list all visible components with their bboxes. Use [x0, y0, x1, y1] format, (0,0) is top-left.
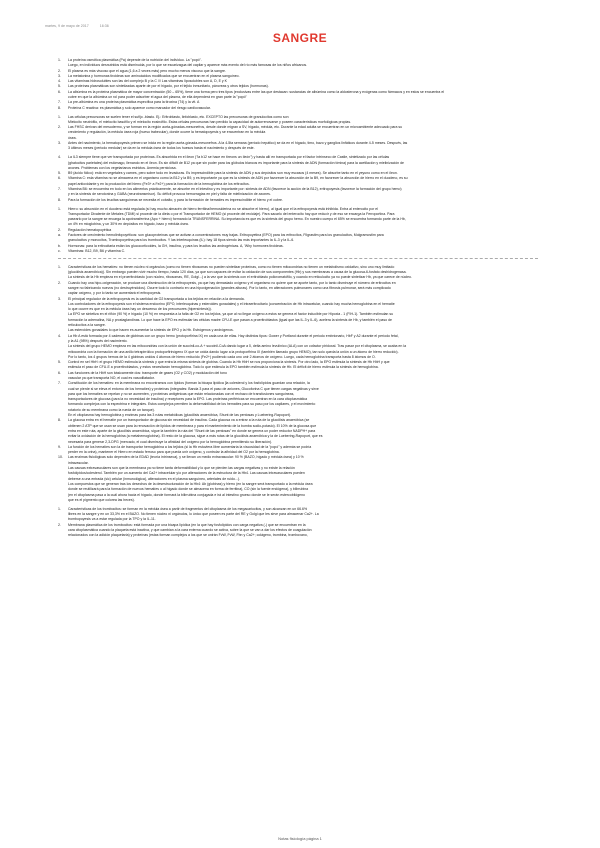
item-text: libres en la sangre y en un 33,3% en el BAZO. No tienen núcleo ni orgánulos, lo único que poseen es parte del RE y Golgi que les sirve para almacenar Ca2+. La	[68, 512, 319, 517]
item-text: La síntesis de la Hb empieza en el proeritroblasto (con núcleo, ribosomas, RE, Golgi...) a la vez que la síntesis con el eritroblasto policromatófilo, y cuando en reticulocito ya no puede sintetizar Hb, ya que carece de núcleo.	[68, 275, 412, 280]
notes-item	[58, 182, 558, 186]
item-number: 8.	[58, 105, 61, 110]
notes-item	[58, 312, 558, 316]
notes-item	[58, 408, 558, 412]
item-text: granulocitos y monocitos, Trombopoyetina para los trombocitos. Y las interleuquinas (IL): hay 18 tipos siendo las más importantes la IL-3 y la IL-6.	[68, 238, 295, 243]
item-number: 1.	[58, 206, 61, 211]
notes-item	[58, 434, 558, 438]
notes-item	[58, 217, 558, 221]
notes-item	[58, 507, 558, 511]
notes-section	[58, 265, 558, 502]
item-text: Vitaminas: B12, B9, B6 y vitamina C.	[68, 248, 126, 253]
item-text: Características de los trombocitos: se forman en la médula ósea a partir de fragmentos del citoplasma de los megacariocitos, y son alcanzan en un 66.6%	[68, 506, 308, 511]
notes-item	[58, 192, 558, 196]
notes-item	[58, 233, 558, 237]
notes-item	[58, 402, 558, 406]
notes-item	[58, 360, 558, 364]
item-text: La Hb A está formada por 4 cadenas de globinas con un grupo hemo (protoporfirina IX) en cada una de ellas. Hay distintos tipos: Gower y Portland durante el periodo embrionario, HbF y A2 durante el período fetal,	[68, 333, 399, 338]
item-number: 1.	[58, 506, 61, 511]
item-text: Factores de crecimiento hemolinfopoyéticos: son glucoproteínas que se activan a concentraciones muy bajas. Eritropoyetina (EPO) para los eritrocitos, Filgrastim para los granulocitos, Molgramostim para	[68, 232, 384, 237]
page-title: SANGRE	[272, 31, 328, 45]
notes-item	[58, 222, 558, 226]
item-text: Por lo tanto, los 4 grupos hemos de la 4 globinas unidos 4 átomos de hierro reducido (Fe2+) pudiendo cada uno unir 2 átomos de oxígeno. Luego, cada hemoglobina transporta hasta 8 átomos de O.	[68, 354, 376, 359]
item-text: y la A1 (98%) después del nacimiento.	[68, 338, 128, 343]
notes-section	[58, 507, 558, 538]
item-number: 5.	[58, 84, 61, 89]
item-text: La IL3 siempre tiene que ver transportada por proteínas. Es absorbida en el íleon ("la b12 se hace en tíreons un íleón") y hasta allí en transportada por el factor intrínseco de Castle, sintetizado por las células	[68, 155, 390, 160]
notes-item	[58, 344, 558, 348]
item-text: trombopoyesis va a estar regulada por la TPO y la IL-11.	[68, 517, 156, 522]
item-text: relacionados con la adición plaquetaria) y proteínas (estas forman complejos a los que se unirán FvW, FvW, Fbn y Ca2+; colágeno, trombina, tromboxano,	[68, 533, 308, 538]
notes-item	[58, 323, 558, 327]
item-text: Las causas extravasculares son que la membrana ya no tiene tanta deformabilidad y lo que se pierden las cargas negativas y no existe la relación	[68, 466, 295, 471]
item-number: 4.	[58, 79, 61, 84]
notes-section	[58, 155, 558, 202]
item-text: El principal regulador de la eritropoyesis es la cantidad de O2 transportada a los tejidos en relación a la demanda.	[68, 296, 245, 301]
item-number: 2.	[58, 227, 61, 232]
notes-item	[58, 307, 558, 311]
notes-item	[58, 69, 558, 73]
notes-content	[58, 58, 558, 542]
notes-item	[58, 176, 558, 180]
item-text: fosfolípidos/colesterol. También por un aumento del Ca2+ intracelular y/o por alteraciones de la estructura de la Hb4. Las causas intravasculares pueden	[68, 471, 305, 476]
item-text: ósea.	[68, 135, 77, 140]
item-text: (glucólisis anaeróbica)). Sin embargo pueden vivir mucho tiempo, hasta 120 días, ya que son capaces de evitar la oxidación de sus componentes (Hb) y sus membranas a causa de la glucosa-6-fosfato deshidrogenasa.	[68, 270, 407, 275]
notes-item	[58, 187, 558, 191]
notes-item	[58, 90, 558, 94]
item-text: Las células precursoras se suelen tener el sufijo -blasto. Ej.: Eritroblasto, linfoblasto, etc. EXCEPTO las precursoras de granulocitos como son	[68, 114, 289, 119]
item-text: Características de los hematíes: no tienen núcleo ni orgánulos (como no tienen ribosomas no pueden sintetizar proteínas, como no tienen mitocondrias no tienen un metabolismo oxidativo, sino uno muy limitado	[68, 264, 395, 269]
notes-item	[58, 249, 558, 253]
notes-item	[58, 339, 558, 343]
page-time: 16:36	[99, 24, 109, 28]
notes-section	[58, 207, 558, 254]
notes-item	[58, 487, 558, 491]
item-text: axones. Problemas con los vegetarianos estrictos. Anemia perniciosa.	[68, 165, 177, 170]
notes-item	[58, 74, 558, 78]
item-number: 10.	[58, 455, 63, 460]
notes-item	[58, 392, 558, 396]
item-text: Regulación hematopoyética	[68, 227, 112, 232]
item-number: 7.	[58, 381, 61, 386]
item-number: 5.	[58, 171, 61, 176]
item-number: 4.	[58, 333, 61, 338]
notes-item	[58, 533, 558, 537]
notes-item	[58, 302, 558, 306]
item-text: transportadores de glucosa (para la no necesidad de insulina) y receptores para la EPO. Las proteínas periféricas se encuentran en la cara citoplasmática	[68, 397, 308, 402]
notes-item	[58, 198, 558, 202]
notes-item	[58, 350, 558, 354]
item-text: que es el pigmento que colorea las heces).	[68, 497, 135, 502]
item-text: B9 (ácido fólico): está en vegetales y carnes, pero sobre todo en levaduras. Es imprescindible para la síntesis de ADN y sus depósitos son muy escasos (4 meses). Se absorbe tanto en el yeyuno como en el íleon.	[68, 171, 398, 176]
item-text: pasearlo por la sangre se encarga la apotransferrina (Apo + hierro) formando la TRANSFERRINA. Su importancia es que es la síntesis del grupo hemo. En nuestro cuerpo el 65% se encuentra formando parte de la Hb,	[68, 217, 406, 222]
item-text: cara citoplasmática cuando la plaqueta está inactiva, y que cambian a la cara externa cuando se activa, sobre la que se van a dar los efectos de coagulación	[68, 527, 312, 532]
item-number: 3.	[58, 73, 61, 78]
notes-item	[58, 58, 558, 62]
item-text: obtienen 2 ATP que se usan se usan para la renovación de lípidos de membrana y para el mantenimiento de la bomba sodio-potasio). El 10% de la glucosa que	[68, 423, 317, 428]
item-text: Las proteínas plasmáticas son sintetizadas aparte de por el hígado, por el tejido inmunitario, páncreas y otros tejidos (hormonas).	[68, 84, 269, 89]
notes-item	[58, 365, 558, 369]
item-text: formando complejos con la espectrina e integrales. Estos complejos permiten la deformabilidad de los hematíes para su paso por los capilares, y el movimiento	[68, 402, 316, 407]
item-text: papel antioxidante y en la producción del hierro (Fe3+ a Fe2+) para la formación de la hemoglobina de los eritrocitos.	[68, 181, 250, 186]
item-text: cubre en que la albúmina un rol para poder adsorber el agua del plasma, de ella dependerá en gran parte la "popó"	[68, 95, 247, 100]
notes-item	[58, 461, 558, 465]
notes-item	[58, 130, 558, 134]
page-meta	[45, 24, 119, 28]
item-text: lo que ocurre es que en la médula ósea hay un descenso de los precursores (hipersíntesis)).	[68, 307, 212, 312]
notes-item	[58, 275, 558, 279]
notes-item	[58, 517, 558, 521]
notes-item	[58, 161, 558, 165]
page-date: martes, 9 de mayo de 2017	[45, 24, 89, 28]
item-text: rotatorio de su membrana como la rueda de un tanque).	[68, 407, 155, 412]
item-text: Las vitaminas hidrosolubles son las del complejo B y la C /// Las vitaminas liposolubles son A, D, E y K	[68, 79, 227, 84]
notes-item	[58, 79, 558, 83]
item-text: reticulocitos a la sangre.	[68, 323, 106, 328]
item-text: (en el citoplasma pasa a la cuál ahora hacia el hígado, donde formará la bilirrubina conjugada e irá al intestino grueso donde se le serán estercobilógeno	[68, 492, 305, 497]
notes-item	[58, 318, 558, 322]
notes-item	[58, 445, 558, 449]
item-text: Transportador Divalente de Metales (TDMI) si procede de la dieta o por el Transportador de HEMO (si procede del reciclaje). Para sacarlo del enterocito hay que reducir y de eso se encarga la Ferroportina. Para	[68, 211, 395, 216]
item-text: En el citoplasma hay hemoglobina y enzimas para las 3 rutas metabólicas (glucólisis anaeróbica, Shunt de las pentosas y Luebering-Rapoport).	[68, 413, 291, 418]
item-text: La metatonina y hormonas tiroideas son aminoácidos modificados que se encuentran en el plasma sanguíneo.	[68, 73, 240, 78]
item-text: 3 últimos meses (periodo medular) se da en la médula ósea de todos los huesos hasta el nacimiento y después de este.	[68, 146, 255, 151]
item-text: deberse a una entrada (sic) celular (inmunológica), alteraciones en el plasma sanguíneo, arteriales de ruido...).	[68, 476, 240, 481]
item-number: a.	[58, 232, 61, 237]
notes-item	[58, 270, 558, 274]
item-number: 3.	[58, 141, 61, 146]
notes-item	[58, 471, 558, 475]
item-number: 4.	[58, 155, 61, 160]
notes-item	[58, 466, 558, 470]
notes-item	[58, 334, 558, 338]
notes-item	[58, 455, 558, 459]
notes-item	[58, 244, 558, 248]
notes-item	[58, 120, 558, 124]
notes-item	[58, 381, 558, 385]
notes-item	[58, 413, 558, 417]
item-text: La función de los hematíes son la de transportar hemoglobina a los tejidos (si la Hb estuviera libre aumentaría la viscosidad de la "popó" y además se podría	[68, 444, 312, 449]
notes-item	[58, 477, 558, 481]
item-number: 2.	[58, 68, 61, 73]
item-number: 2.	[58, 125, 61, 130]
item-text: donde se reutilizará para la formación de nuevos hematíes o al hígado donde se almacena en forma de ferritina), CO (sin la fuente endógena), y bilirrubina	[68, 487, 309, 492]
item-text: Los controladores de la eritropoyesis son el sistema endocrino (EPO, interleuquinas y esteroides gonadales) y el intraeritrocitario (concentración de Hb intracelular, cuando hay mucha hemoglobina en el hematíe	[68, 301, 395, 306]
item-text: La síntesis del grupo HEMO empieza en las mitocondrias con la unión de succinil-co-A + succinil-CoA dando lugar a δ, delta amino levulínico (ALA) con un cofactor piridoxal. Tras pasar por el citoplasma, se acaba en la	[68, 344, 407, 349]
item-text: Las enzimas fisiológicas solo dependen de la EDAD (teoría intrínseca), y se llevan un medio extravascular: 90 % (BAZO, hígado y médula ósea) y 10 %	[68, 455, 304, 460]
notes-item	[58, 493, 558, 497]
notes-item	[58, 212, 558, 216]
item-text: Hormonas: para la eritrocitaria están los glucocorticoides, la GH, insulina, y para los leucitos las androgénicas. A, 'Why hormones tiroideas.	[68, 243, 284, 248]
notes-item	[58, 281, 558, 285]
item-text: Antes del nacimiento, la hematopoyesis primero se inicia en la región aorta-gónada-mesonefros. A la 4-5ta semana (periodo hepático) se da en el hígado, timo, bazo y ganglios linfáticos durante 4-5 meses. Después, las	[68, 141, 408, 146]
notes-item	[58, 397, 558, 401]
notes-item	[58, 155, 558, 159]
item-text: Membrana plasmática de los trombocitos: está formada por una bicapa lipídica (en la que hay fosfolípidos con carga negativa (-) que se encuentran en la	[68, 522, 306, 527]
notes-item	[58, 63, 558, 67]
item-text: La EPO se sintetiza en el riñón (90 %) e hígado (10 %) en respuesta a la falta de O2 en los tejidos, ya que al no llegar oxígeno a estos se genera el factor inducible por Hipoxia - 1 (FIH-1). También estimulan su	[68, 312, 394, 317]
notes-section	[58, 115, 558, 151]
notes-item	[58, 440, 558, 444]
notes-item	[58, 207, 558, 211]
notes-item	[58, 125, 558, 129]
item-text: y en la síntesis de serotonina y GABA (neurotransmisor). Su déficit provoca hemorragias en piel y falta de mielinización de axones.	[68, 192, 271, 197]
item-text: Las esteroides gonadales lo que hacen es aumentar la síntesis de EPO y la Hb. Estrógenos y andrógenos.	[68, 328, 234, 333]
item-text: vascular ya que transporta NO, el cual es vasodilatador.	[68, 376, 155, 380]
item-text: Proteína C reactiva: es plasmática y solo aparece como marcador del riesgo cardiovascular.	[68, 105, 211, 110]
item-text: Los compuestos que se generan tras los desechos de la desestructuración de la Hb4: Ab (globinas) y hierro (en la sangre será transportado a la médula ósea	[68, 481, 313, 486]
notes-item	[58, 286, 558, 290]
item-number: 5.	[58, 360, 61, 365]
item-text: Para la formación de los leucitas sanguíneas se necesita el cobalto, y para la formación de hematíes es imprescindible el hierro y el cobre.	[68, 197, 283, 202]
item-text: Mielocito neutrófilo, el mielocito basófilo y el mielocito eosinófilo. Estas células precursoras han perdido la capacidad de autorrenovarse y poseen características morfológicas propias.	[68, 119, 352, 124]
item-text: intravascular.	[68, 460, 89, 465]
item-number: 1.	[58, 264, 61, 269]
notes-item	[58, 291, 558, 295]
item-text: La proteína osmótica plasmática (Pa) depende de la nutrición del individuo. La "popó".	[68, 58, 202, 62]
item-text: Control en sel HbH: el grupo HEMO estimula la síntesis y que entra la misma síntesis de globina. Cuando la Hb HbH se nos proporciona la síntesis. Por otro lado, la EPO estimula la síntesis de Hb HbH y que	[68, 360, 390, 365]
item-number: 7.	[58, 100, 61, 105]
notes-item	[58, 106, 558, 110]
item-number: c.	[58, 248, 61, 253]
notes-item	[58, 84, 558, 88]
notes-item	[58, 297, 558, 301]
item-number: 2.	[58, 280, 61, 285]
item-number: 3.	[58, 296, 61, 301]
item-text: un 4% en mioglobina, y un 30% en depósitos en hígado, bazo y médula ósea.	[68, 222, 189, 227]
notes-item	[58, 371, 558, 375]
item-text: El plasma es más viscoso que el agua (1,6 a 2 veces más) pero mucho menos viscoso que la sangre.	[68, 68, 226, 73]
notes-item	[58, 376, 558, 380]
item-text: La albúmina es la proteína plasmática de mayor concentración (50 – 65%), tiene una forma pero tres tipos (exclusivas entre las que destacan: sustancias de albúmina como la aldosterona y exógenas como fármacos y en estos se encuentra el	[68, 89, 445, 94]
notes-item	[58, 523, 558, 527]
notes-item	[58, 424, 558, 428]
item-text: sangre no fabricando nuevos (no destruyéndolos). Ocurre todo lo contrario en una hipoxigenación (grandes alturas). Por lo tanto, en alteraciones pulmonares como una fibrosis pulmonar, será más complicado	[68, 285, 391, 290]
notes-item	[58, 238, 558, 242]
notes-item	[58, 95, 558, 99]
notes-item	[58, 355, 558, 359]
item-text: evitar la oxidación de la hemoglobina (a metahemoglobina). El resto de la glucosa, sigue a más rutas de la glucólisis anaeróbica y la de Luebering-Rapoport, que es	[68, 434, 323, 439]
page-footer: Notas fisiología página 1	[278, 836, 322, 841]
item-number: b.	[58, 243, 61, 248]
item-text: Vitamina C: esta vitamina no se almacena en el organismo como la B12 y la B9, y es importante ya que es la síntesis de ADN por favorecer la absorción de la B9, en favorecer la absorción de hierro en el duodeno, es su	[68, 176, 408, 181]
notes-item	[58, 171, 558, 175]
item-text: crecimiento y regulación, la médula ósea roja (hueso trabecular), donde ocurre la hematopoyesis y se encuentran en la médula	[68, 130, 266, 135]
item-text: captar oxígeno, y por lo tanto se aumentará el eritropoyesis.	[68, 291, 162, 296]
item-number: 9.	[58, 444, 61, 449]
notes-item	[58, 115, 558, 119]
notes-item	[58, 166, 558, 170]
item-text: perder en la orina), mantener el Hierro en estado ferroso para que pueda unir oxígeno, y controlar la afinidad del O2 por la hemoglobina.	[68, 450, 280, 455]
notes-item	[58, 228, 558, 232]
item-text: estimula el paso de CFU-E a proeritroblastos, y estos necesitarán hemoglobina. Todo lo que estimula la EPO también estimula la síntesis de Hb. El déficit de hierro estimula la síntesis de hemoglobina.	[68, 365, 379, 370]
notes-section	[58, 58, 558, 110]
item-text: entra en este ruta, aparte de la glucólisis anaeróbica, sigue la también la ruta del "Shunt de las pentosas" en donde se genera un poder reductor NADPH+ para	[68, 428, 316, 433]
item-text: La pre-albúmina es una proteína plasmática específica para la tiroxina (T4) y la vit. A	[68, 100, 200, 105]
notes-item	[58, 141, 558, 145]
notes-item	[58, 512, 558, 516]
item-number: 1.	[58, 58, 61, 62]
item-text: para que los hematíes se repelan y no se aumenten, y proteínas antigénicas que están relacionadas con el rechazo de transfusiones sanguíneas,	[68, 391, 295, 396]
section-divider	[58, 258, 538, 259]
notes-item	[58, 429, 558, 433]
item-number: 6.	[58, 176, 61, 181]
item-number: 7.	[58, 187, 61, 192]
item-text: necesaria para generar 2,3-DPG (mercado, el cual disminuye la afinidad del oxígeno por la hemoglobina permitiendo su liberación).	[68, 439, 273, 444]
item-text: Hierro: su absorción en el duodeno está regulada (sí hay mucho almacén de hierro ferritina/hemosiderina no se absorbe el hierro), al igual que el la eritropoyesis está inhibida. Entra al enterocito por el	[68, 206, 378, 211]
item-number: 6.	[58, 370, 61, 375]
notes-item	[58, 482, 558, 486]
item-text: Luego, en individuos desnutridos está disminuida, por lo que se escarizagua del capilar y aparece más evento del río más famosas de los niños africanos.	[68, 63, 308, 68]
notes-item	[58, 146, 558, 150]
notes-item	[58, 498, 558, 502]
item-text: cual se pierde si se eleva el entorno de los hematíes) y proteínas (integrales: Banda 3 para el paso de aniones, Glucoforina C que tienen cargas negativas y sirve	[68, 386, 319, 391]
notes-item	[58, 328, 558, 332]
item-text: (ghatocitos parietales) del estómago, llenando en el íleon. Es sin dificilt de B12 ya que sin poder para los glóbulos blancos es importante para la síntesis de ADN (formación tímina) para la acetilación y mielinización de	[68, 160, 404, 165]
notes-item	[58, 265, 558, 269]
notes-item	[58, 100, 558, 104]
item-number: 8.	[58, 418, 61, 423]
item-number: 1.	[58, 114, 61, 119]
notes-item	[58, 418, 558, 422]
item-text: mitocondria con la formación de una anillo tetrapirrólico protoporfirinógeno IX que se oxida dando lugar a la protoporfirina IX (también llamado grupo HEMO), tan solo queda la unión a un átomo de hierro reducido).	[68, 349, 399, 354]
item-text: Constitución de los hematíes: en la membrana no encontramos con lípidos (forman la bicapa lipídica [la colesterol y los fosfolípidos guardan una relación, la	[68, 381, 310, 386]
item-number: 8.	[58, 197, 61, 202]
notes-item	[58, 528, 558, 532]
item-text: formación la adrenalina, NA y prostaglandinas. Lo que hace la EPO es estimular las células madre CFU-E que pasan a proeritroblastos (igual que las IL-3 y IL-6), acelera la síntesis de Hb, y también el paso de	[68, 317, 392, 322]
item-text: Vitamina B6: se encuentra en todo en los alimentos prácticamente, se absorbe en el intestino y es importante por: síntesis de ADN (favorece la acción de la B12), eritropoyesis (favorece la formación del grupo hemo)	[68, 187, 402, 192]
notes-item	[58, 450, 558, 454]
notes-item	[58, 136, 558, 140]
item-number: 2.	[58, 522, 61, 527]
item-number: 6.	[58, 89, 61, 94]
item-text: Las funciones de la HbH son básicamente dos: transporte de gases (O2 y CO2) y modulación del tono	[68, 370, 227, 375]
item-text: La glucosa entra en el hematíe por un transportador de glucosa sin necesidad de insulina. Cada glucosa va a entrar a la ruta de la glucólisis anaeróbica (se	[68, 418, 310, 423]
item-text: Cuando hay una hipo-oxigenación, se produce una disminución de la eritropoyesis, ya que hay demasiado oxígeno y el organismo no quiere que se aporte tanto, por lo tanto disminuye el número de eritrocitos en	[68, 280, 396, 285]
notes-item	[58, 387, 558, 391]
item-text: Las FHSC derivan del mesodermo, y se forman en la región aorta-gónadas-mesonefros, desde donde migran a SV, hígado, médula, etc. Durante la edad adulta se encuentran en un microambiente adecuado para su	[68, 125, 403, 130]
